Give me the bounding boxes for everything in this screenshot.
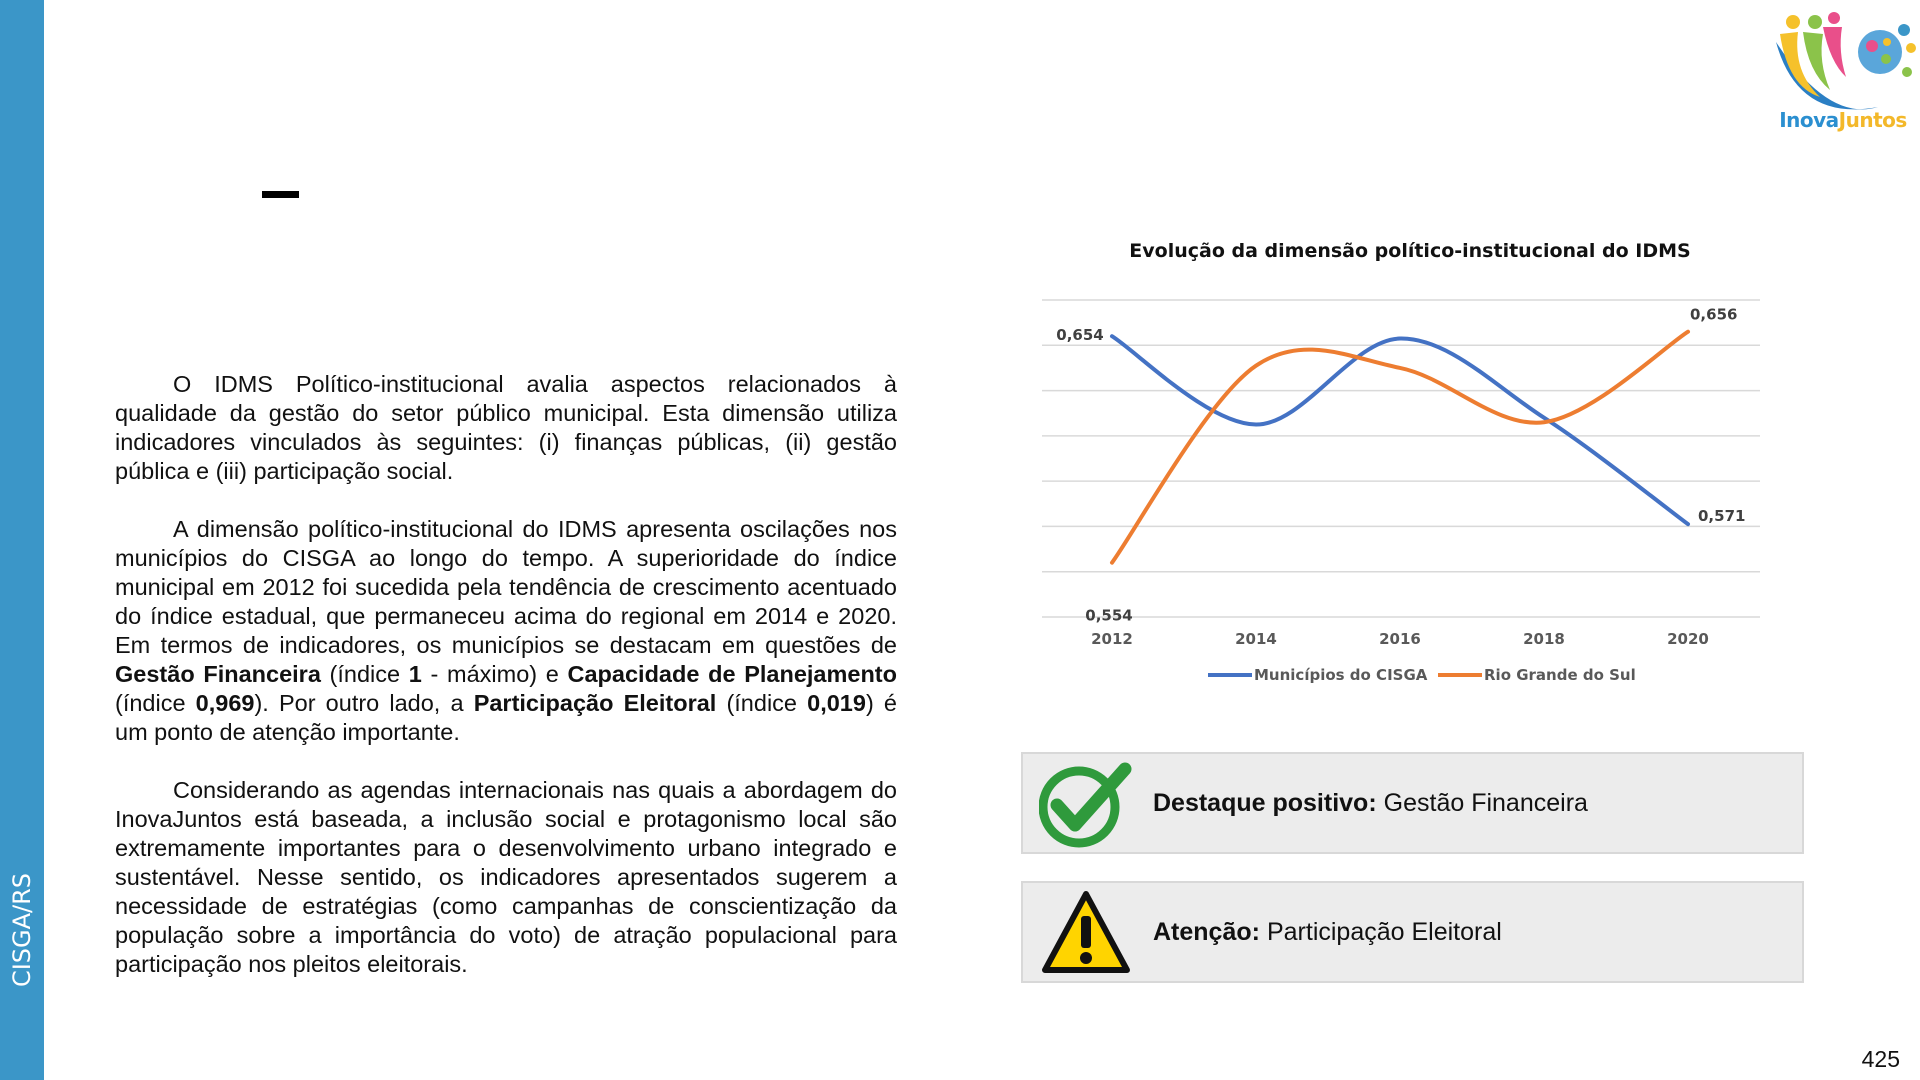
bold-index-max: 1 [408,661,422,687]
chart-title: Evolução da dimensão político-institucional do IDMS [1129,240,1691,262]
highlight-positive-card [1021,752,1804,854]
legend-label: Rio Grande do Sul [1484,666,1636,684]
sidebar [0,0,44,1080]
page-number: 425 [1861,1046,1900,1072]
data-label: 0,654 [1056,326,1104,345]
bold-gestao-financeira: Gestão Financeira [115,661,321,687]
check-icon [1039,759,1133,849]
x-tick-label: 2020 [1667,630,1709,648]
highlight-attention-value: Participação Eleitoral [1266,917,1502,946]
data-label: 0,571 [1698,507,1746,526]
paragraph-2-text: ). Por outro lado, a [254,690,474,716]
paragraph-2-text: (índice [115,690,196,716]
paragraph-2-text: - máximo) e [421,661,568,687]
bold-index-planejamento: 0,969 [195,690,255,716]
bold-capacidade-planejamento: Capacidade de Planejamento [567,661,897,687]
logo-text-juntos: Juntos [1838,108,1907,132]
bold-index-eleitoral: 0,019 [807,690,866,716]
x-tick-label: 2016 [1379,630,1421,648]
series-line-1 [1112,332,1688,563]
body-text [115,370,897,1008]
title-dash [262,191,299,198]
highlight-positive-value: Gestão Financeira [1383,788,1588,817]
highlight-attention-text [1153,883,1502,981]
highlight-attention-card [1021,881,1804,983]
data-label: 0,554 [1085,606,1133,625]
highlight-positive-text [1153,754,1588,852]
legend-label: Municípios do CISGA [1254,666,1428,684]
logo-text-inova: Inova [1779,108,1839,132]
paragraph-3: Considerando as agendas internacionais nas quais a abordagem do InovaJuntos está baseada, a inclusão social e protagonismo local são extremamente importantes para o desenvolvimento urbano integrado e sustentável. Nesse sentido, os indicadores apresentados sugerem a necessidade de estratégias (como campanhas de conscientização da população sobre a importância do voto) de atração populacional para participação nos pleitos eleitorais. [115,777,897,977]
paragraph-2-text: A dimensão político-institucional do IDMS apresenta oscilações nos municípios do CISGA ao longo do tempo. A superioridade do índice municipal em 2012 foi sucedida pela tendência de crescimento acentuado do índice estadual, que permaneceu acima do regional em 2014 e 2020. Em termos de indicadores, os municípios se destacam em questões de [115,516,897,658]
highlight-positive-label: Destaque positivo: [1153,788,1377,817]
x-tick-label: 2018 [1523,630,1565,648]
paragraph-2-text: (índice [320,661,409,687]
paragraph-2-text: ) é um ponto de atenção importante. [115,690,897,745]
bold-participacao-eleitoral: Participação Eleitoral [473,690,717,716]
sidebar-label: CISGA/RS [8,872,36,988]
paragraph-2-text: (índice [716,690,808,716]
paragraph-1: O IDMS Político-institucional avalia aspectos relacionados à qualidade da gestão do setor público municipal. Esta dimensão utiliza indicadores vinculados às seguintes: (i) finanças públicas, (ii) gestão pública e (iii) participação social. [115,371,897,484]
highlight-attention-label: Atenção: [1153,917,1260,946]
line-chart [1030,280,1790,700]
warning-icon [1039,888,1133,978]
x-tick-label: 2012 [1091,630,1133,648]
logo-text [1768,108,1918,132]
paragraph-2 [115,515,897,747]
data-label: 0,656 [1690,305,1738,324]
x-tick-label: 2014 [1235,630,1277,648]
